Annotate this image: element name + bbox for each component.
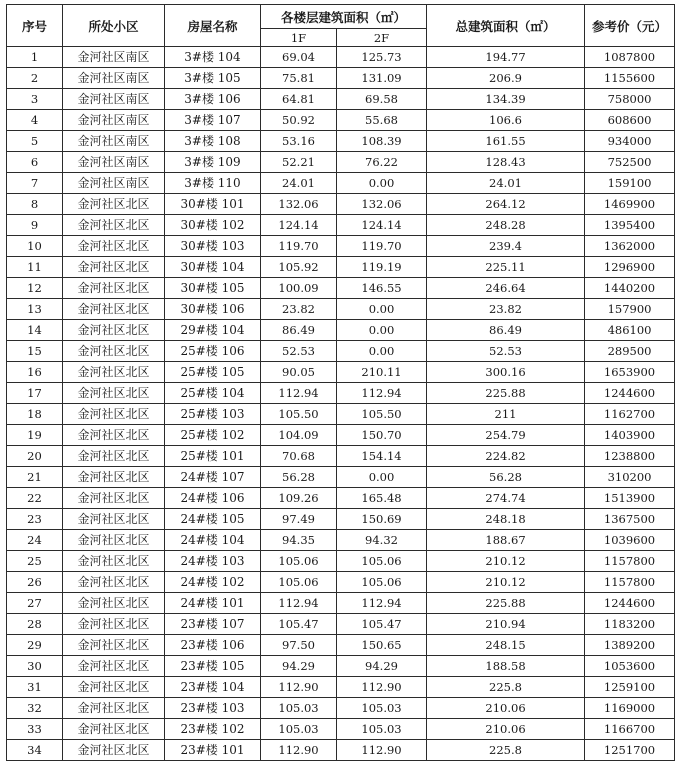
header-house: 房屋名称: [165, 5, 261, 47]
cell-house: 25#楼 106: [165, 341, 261, 362]
cell-community: 金河社区北区: [63, 593, 165, 614]
cell-seq: 25: [7, 551, 63, 572]
cell-floor2-area: 165.48: [337, 488, 427, 509]
cell-community: 金河社区北区: [63, 320, 165, 341]
cell-price: 1053600: [585, 656, 675, 677]
cell-community: 金河社区南区: [63, 173, 165, 194]
cell-floor2-area: 125.73: [337, 47, 427, 68]
cell-price: 1251700: [585, 740, 675, 761]
cell-house: 23#楼 103: [165, 698, 261, 719]
cell-price: 1469900: [585, 194, 675, 215]
cell-price: 1244600: [585, 383, 675, 404]
table-row: [7, 446, 675, 467]
cell-community: 金河社区北区: [63, 572, 165, 593]
cell-price: 1155600: [585, 68, 675, 89]
table-row: [7, 635, 675, 656]
cell-house: 23#楼 101: [165, 740, 261, 761]
cell-price: 1367500: [585, 509, 675, 530]
cell-house: 25#楼 103: [165, 404, 261, 425]
cell-seq: 18: [7, 404, 63, 425]
table-row: [7, 551, 675, 572]
cell-house: 25#楼 104: [165, 383, 261, 404]
cell-floor2-area: 150.65: [337, 635, 427, 656]
cell-seq: 12: [7, 278, 63, 299]
cell-price: 1087800: [585, 47, 675, 68]
cell-total-area: 225.88: [427, 383, 585, 404]
cell-floor2-area: 112.90: [337, 740, 427, 761]
cell-total-area: 224.82: [427, 446, 585, 467]
cell-total-area: 210.06: [427, 698, 585, 719]
cell-price: 934000: [585, 131, 675, 152]
cell-house: 30#楼 104: [165, 257, 261, 278]
cell-seq: 15: [7, 341, 63, 362]
cell-floor1-area: 69.04: [261, 47, 337, 68]
cell-floor2-area: 150.69: [337, 509, 427, 530]
cell-total-area: 161.55: [427, 131, 585, 152]
cell-seq: 3: [7, 89, 63, 110]
cell-price: 157900: [585, 299, 675, 320]
cell-total-area: 52.53: [427, 341, 585, 362]
table-row: [7, 47, 675, 68]
cell-house: 3#楼 109: [165, 152, 261, 173]
table-row: [7, 194, 675, 215]
cell-seq: 33: [7, 719, 63, 740]
table-row: [7, 89, 675, 110]
cell-community: 金河社区北区: [63, 362, 165, 383]
cell-community: 金河社区北区: [63, 404, 165, 425]
cell-floor2-area: 0.00: [337, 341, 427, 362]
cell-total-area: 274.74: [427, 488, 585, 509]
cell-seq: 2: [7, 68, 63, 89]
cell-floor1-area: 105.92: [261, 257, 337, 278]
cell-community: 金河社区北区: [63, 236, 165, 257]
cell-total-area: 225.8: [427, 677, 585, 698]
cell-price: 1169000: [585, 698, 675, 719]
cell-price: 758000: [585, 89, 675, 110]
cell-community: 金河社区北区: [63, 635, 165, 656]
cell-seq: 27: [7, 593, 63, 614]
cell-community: 金河社区北区: [63, 740, 165, 761]
cell-floor2-area: 69.58: [337, 89, 427, 110]
cell-seq: 6: [7, 152, 63, 173]
cell-floor1-area: 112.90: [261, 677, 337, 698]
cell-floor2-area: 150.70: [337, 425, 427, 446]
cell-house: 30#楼 102: [165, 215, 261, 236]
cell-total-area: 225.8: [427, 740, 585, 761]
cell-floor2-area: 94.29: [337, 656, 427, 677]
cell-price: 1395400: [585, 215, 675, 236]
cell-price: 1238800: [585, 446, 675, 467]
table-row: [7, 131, 675, 152]
table-row: [7, 299, 675, 320]
cell-floor1-area: 97.50: [261, 635, 337, 656]
cell-floor1-area: 112.94: [261, 383, 337, 404]
header-floor2: 2F: [337, 29, 427, 47]
cell-floor2-area: 112.94: [337, 593, 427, 614]
table-row: [7, 677, 675, 698]
cell-community: 金河社区南区: [63, 110, 165, 131]
cell-floor2-area: 0.00: [337, 299, 427, 320]
cell-seq: 4: [7, 110, 63, 131]
cell-house: 25#楼 105: [165, 362, 261, 383]
cell-total-area: 264.12: [427, 194, 585, 215]
cell-floor1-area: 70.68: [261, 446, 337, 467]
cell-floor1-area: 104.09: [261, 425, 337, 446]
table-row: [7, 656, 675, 677]
cell-seq: 14: [7, 320, 63, 341]
cell-house: 3#楼 104: [165, 47, 261, 68]
cell-community: 金河社区北区: [63, 614, 165, 635]
cell-seq: 24: [7, 530, 63, 551]
cell-seq: 17: [7, 383, 63, 404]
cell-community: 金河社区北区: [63, 425, 165, 446]
cell-floor1-area: 56.28: [261, 467, 337, 488]
table-row: [7, 68, 675, 89]
table-row: [7, 572, 675, 593]
cell-price: 1403900: [585, 425, 675, 446]
cell-floor1-area: 112.90: [261, 740, 337, 761]
cell-floor2-area: 105.06: [337, 551, 427, 572]
cell-seq: 7: [7, 173, 63, 194]
cell-community: 金河社区南区: [63, 89, 165, 110]
header-total-area: 总建筑面积（㎡）: [427, 5, 585, 47]
cell-total-area: 24.01: [427, 173, 585, 194]
header-community: 所处小区: [63, 5, 165, 47]
cell-house: 25#楼 102: [165, 425, 261, 446]
cell-house: 29#楼 104: [165, 320, 261, 341]
cell-floor2-area: 0.00: [337, 173, 427, 194]
cell-house: 30#楼 105: [165, 278, 261, 299]
cell-floor2-area: 76.22: [337, 152, 427, 173]
cell-seq: 31: [7, 677, 63, 698]
cell-community: 金河社区北区: [63, 551, 165, 572]
cell-community: 金河社区北区: [63, 656, 165, 677]
header-price: 参考价（元）: [585, 5, 675, 47]
cell-house: 30#楼 106: [165, 299, 261, 320]
cell-floor2-area: 94.32: [337, 530, 427, 551]
cell-floor2-area: 119.19: [337, 257, 427, 278]
cell-total-area: 206.9: [427, 68, 585, 89]
cell-floor1-area: 50.92: [261, 110, 337, 131]
header-floor1: 1F: [261, 29, 337, 47]
cell-floor1-area: 94.29: [261, 656, 337, 677]
cell-seq: 1: [7, 47, 63, 68]
table-row: [7, 236, 675, 257]
cell-floor2-area: 154.14: [337, 446, 427, 467]
cell-house: 24#楼 107: [165, 467, 261, 488]
cell-total-area: 188.58: [427, 656, 585, 677]
cell-community: 金河社区北区: [63, 698, 165, 719]
cell-total-area: 246.64: [427, 278, 585, 299]
cell-floor2-area: 105.06: [337, 572, 427, 593]
property-price-table: [6, 4, 675, 761]
cell-community: 金河社区北区: [63, 383, 165, 404]
cell-floor2-area: 105.03: [337, 698, 427, 719]
cell-price: 1166700: [585, 719, 675, 740]
cell-community: 金河社区南区: [63, 152, 165, 173]
cell-total-area: 225.11: [427, 257, 585, 278]
cell-floor1-area: 105.06: [261, 551, 337, 572]
cell-floor1-area: 132.06: [261, 194, 337, 215]
cell-price: 1296900: [585, 257, 675, 278]
cell-price: 1183200: [585, 614, 675, 635]
cell-floor2-area: 108.39: [337, 131, 427, 152]
cell-seq: 32: [7, 698, 63, 719]
cell-price: 1039600: [585, 530, 675, 551]
cell-community: 金河社区北区: [63, 257, 165, 278]
cell-floor1-area: 119.70: [261, 236, 337, 257]
cell-price: 159100: [585, 173, 675, 194]
cell-house: 30#楼 103: [165, 236, 261, 257]
table-row: [7, 509, 675, 530]
cell-community: 金河社区北区: [63, 467, 165, 488]
table-body: [7, 47, 675, 761]
table-row: [7, 257, 675, 278]
cell-total-area: 188.67: [427, 530, 585, 551]
cell-floor1-area: 52.21: [261, 152, 337, 173]
table-row: [7, 362, 675, 383]
header-seq: 序号: [7, 5, 63, 47]
cell-house: 24#楼 106: [165, 488, 261, 509]
cell-floor2-area: 55.68: [337, 110, 427, 131]
cell-price: 1440200: [585, 278, 675, 299]
cell-house: 30#楼 101: [165, 194, 261, 215]
cell-community: 金河社区北区: [63, 446, 165, 467]
cell-floor2-area: 146.55: [337, 278, 427, 299]
cell-floor1-area: 53.16: [261, 131, 337, 152]
cell-floor1-area: 105.47: [261, 614, 337, 635]
cell-house: 23#楼 107: [165, 614, 261, 635]
cell-community: 金河社区南区: [63, 131, 165, 152]
cell-house: 23#楼 105: [165, 656, 261, 677]
cell-floor1-area: 24.01: [261, 173, 337, 194]
cell-floor2-area: 112.94: [337, 383, 427, 404]
cell-community: 金河社区北区: [63, 488, 165, 509]
table-row: [7, 383, 675, 404]
cell-price: 1259100: [585, 677, 675, 698]
cell-total-area: 211: [427, 404, 585, 425]
cell-total-area: 248.18: [427, 509, 585, 530]
cell-total-area: 210.12: [427, 551, 585, 572]
cell-seq: 5: [7, 131, 63, 152]
cell-total-area: 106.6: [427, 110, 585, 131]
cell-seq: 20: [7, 446, 63, 467]
cell-floor1-area: 75.81: [261, 68, 337, 89]
cell-total-area: 239.4: [427, 236, 585, 257]
cell-total-area: 300.16: [427, 362, 585, 383]
table-row: [7, 719, 675, 740]
table-row: [7, 425, 675, 446]
cell-house: 24#楼 105: [165, 509, 261, 530]
cell-house: 24#楼 102: [165, 572, 261, 593]
cell-community: 金河社区北区: [63, 530, 165, 551]
cell-seq: 16: [7, 362, 63, 383]
cell-floor1-area: 112.94: [261, 593, 337, 614]
cell-house: 3#楼 108: [165, 131, 261, 152]
cell-house: 3#楼 110: [165, 173, 261, 194]
cell-price: 1389200: [585, 635, 675, 656]
cell-house: 24#楼 103: [165, 551, 261, 572]
cell-floor2-area: 112.90: [337, 677, 427, 698]
table-row: [7, 530, 675, 551]
cell-floor1-area: 52.53: [261, 341, 337, 362]
cell-total-area: 254.79: [427, 425, 585, 446]
cell-floor2-area: 210.11: [337, 362, 427, 383]
cell-seq: 13: [7, 299, 63, 320]
table-header: [7, 5, 675, 47]
cell-floor1-area: 109.26: [261, 488, 337, 509]
cell-total-area: 194.77: [427, 47, 585, 68]
cell-seq: 21: [7, 467, 63, 488]
cell-floor2-area: 131.09: [337, 68, 427, 89]
cell-price: 1244600: [585, 593, 675, 614]
table-row: [7, 173, 675, 194]
cell-total-area: 210.06: [427, 719, 585, 740]
cell-community: 金河社区北区: [63, 719, 165, 740]
cell-total-area: 248.28: [427, 215, 585, 236]
table-row: [7, 488, 675, 509]
cell-seq: 10: [7, 236, 63, 257]
table-row: [7, 110, 675, 131]
cell-floor2-area: 0.00: [337, 467, 427, 488]
cell-seq: 26: [7, 572, 63, 593]
cell-floor2-area: 124.14: [337, 215, 427, 236]
cell-price: 289500: [585, 341, 675, 362]
cell-seq: 19: [7, 425, 63, 446]
cell-community: 金河社区北区: [63, 278, 165, 299]
cell-seq: 23: [7, 509, 63, 530]
cell-total-area: 23.82: [427, 299, 585, 320]
table-row: [7, 593, 675, 614]
table-row: [7, 404, 675, 425]
cell-price: 1362000: [585, 236, 675, 257]
cell-floor2-area: 105.47: [337, 614, 427, 635]
cell-floor2-area: 105.50: [337, 404, 427, 425]
cell-community: 金河社区北区: [63, 509, 165, 530]
cell-house: 24#楼 101: [165, 593, 261, 614]
cell-house: 25#楼 101: [165, 446, 261, 467]
cell-floor1-area: 86.49: [261, 320, 337, 341]
header-floor-area-group: 各楼层建筑面积（㎡）: [261, 5, 427, 29]
cell-seq: 22: [7, 488, 63, 509]
table-row: [7, 614, 675, 635]
cell-total-area: 134.39: [427, 89, 585, 110]
cell-floor1-area: 124.14: [261, 215, 337, 236]
cell-price: 1162700: [585, 404, 675, 425]
cell-community: 金河社区南区: [63, 47, 165, 68]
table-row: [7, 278, 675, 299]
cell-floor2-area: 105.03: [337, 719, 427, 740]
table-row: [7, 740, 675, 761]
table-row: [7, 320, 675, 341]
cell-house: 23#楼 106: [165, 635, 261, 656]
table-row: [7, 341, 675, 362]
cell-seq: 29: [7, 635, 63, 656]
cell-total-area: 210.12: [427, 572, 585, 593]
cell-total-area: 210.94: [427, 614, 585, 635]
cell-floor2-area: 119.70: [337, 236, 427, 257]
cell-price: 752500: [585, 152, 675, 173]
cell-seq: 8: [7, 194, 63, 215]
cell-seq: 28: [7, 614, 63, 635]
cell-price: 1653900: [585, 362, 675, 383]
table-row: [7, 152, 675, 173]
document-page: [6, 4, 675, 761]
cell-seq: 30: [7, 656, 63, 677]
table-row: [7, 698, 675, 719]
cell-seq: 9: [7, 215, 63, 236]
cell-community: 金河社区北区: [63, 341, 165, 362]
cell-total-area: 128.43: [427, 152, 585, 173]
cell-floor2-area: 0.00: [337, 320, 427, 341]
cell-community: 金河社区北区: [63, 194, 165, 215]
cell-house: 3#楼 106: [165, 89, 261, 110]
cell-house: 23#楼 102: [165, 719, 261, 740]
cell-floor1-area: 64.81: [261, 89, 337, 110]
cell-floor1-area: 23.82: [261, 299, 337, 320]
cell-community: 金河社区北区: [63, 215, 165, 236]
cell-price: 486100: [585, 320, 675, 341]
cell-floor1-area: 105.03: [261, 698, 337, 719]
cell-floor1-area: 90.05: [261, 362, 337, 383]
cell-floor1-area: 100.09: [261, 278, 337, 299]
cell-total-area: 86.49: [427, 320, 585, 341]
cell-total-area: 248.15: [427, 635, 585, 656]
cell-price: 310200: [585, 467, 675, 488]
cell-community: 金河社区北区: [63, 677, 165, 698]
cell-house: 24#楼 104: [165, 530, 261, 551]
cell-price: 608600: [585, 110, 675, 131]
cell-house: 3#楼 105: [165, 68, 261, 89]
cell-seq: 34: [7, 740, 63, 761]
cell-total-area: 225.88: [427, 593, 585, 614]
cell-community: 金河社区南区: [63, 68, 165, 89]
cell-price: 1157800: [585, 572, 675, 593]
cell-seq: 11: [7, 257, 63, 278]
cell-floor1-area: 105.03: [261, 719, 337, 740]
cell-price: 1157800: [585, 551, 675, 572]
cell-total-area: 56.28: [427, 467, 585, 488]
cell-house: 23#楼 104: [165, 677, 261, 698]
table-row: [7, 215, 675, 236]
cell-house: 3#楼 107: [165, 110, 261, 131]
cell-floor1-area: 105.06: [261, 572, 337, 593]
cell-floor1-area: 97.49: [261, 509, 337, 530]
table-row: [7, 467, 675, 488]
cell-floor2-area: 132.06: [337, 194, 427, 215]
cell-community: 金河社区北区: [63, 299, 165, 320]
cell-floor1-area: 94.35: [261, 530, 337, 551]
cell-floor1-area: 105.50: [261, 404, 337, 425]
cell-price: 1513900: [585, 488, 675, 509]
